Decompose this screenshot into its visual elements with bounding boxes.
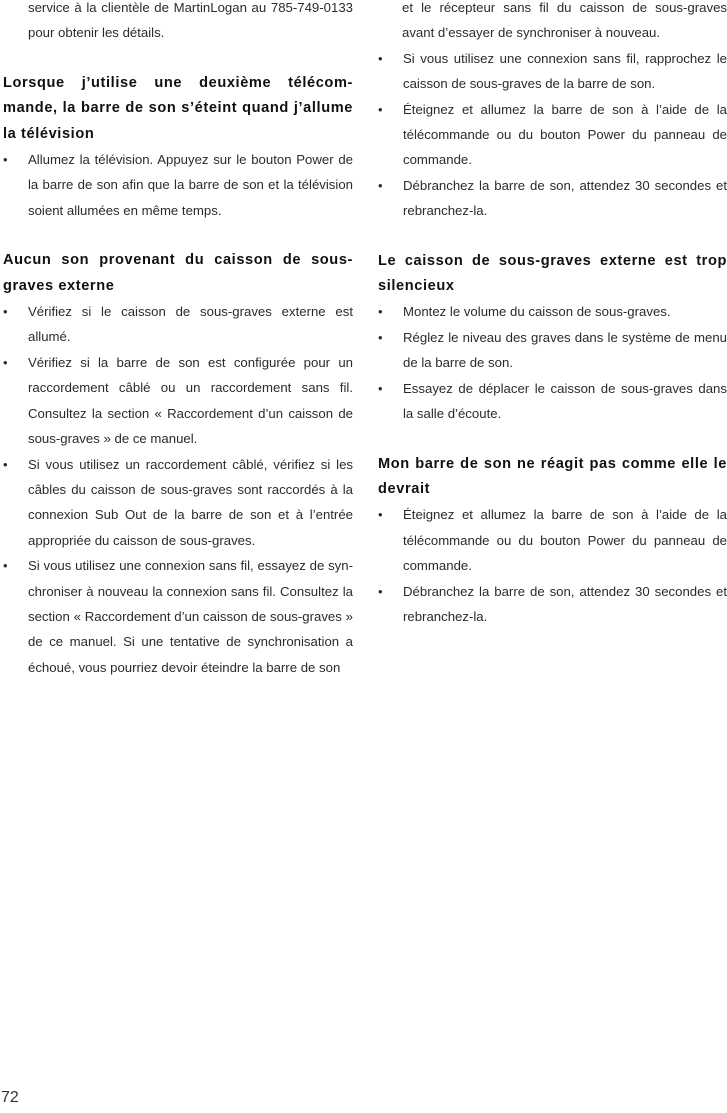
continuation-paragraph: service à la clientèle de MartinLogan au 785-749-0133 pour obtenir les détails. (28, 0, 353, 41)
list-item: • Essayez de déplacer le caisson de sous-graves dans la salle d’écoute. (378, 376, 727, 427)
section-heading: Mon barre de son ne réagit pas comme elle le devrait (378, 455, 727, 497)
section-heading: Lorsque j’utilise une deuxième télécom-mande, la barre de son s’éteint quand j’allume la télévision (3, 74, 353, 142)
bullet-icon: • (378, 304, 383, 320)
bullet-icon: • (378, 583, 383, 599)
list-item: • Éteignez et allumez la barre de son à l’aide de la télécommande ou du bouton Power du panneau de commande. (378, 97, 727, 173)
bullet-list (378, 46, 727, 224)
bullet-list (3, 299, 353, 680)
list-item: • Réglez le niveau des graves dans le système de menu de la barre de son. (378, 325, 727, 376)
list-item: • Débranchez la barre de son, attendez 30 secondes et rebranchez-la. (378, 173, 727, 224)
bullet-icon: • (378, 177, 383, 193)
bullet-icon: • (378, 50, 383, 66)
bullet-icon: • (3, 354, 8, 370)
bullet-icon: • (3, 304, 8, 320)
list-item: • Si vous utilisez une connexion sans fil, essayez de syn-chroniser à nouveau la connexion sans fil. Consultez la section « Raccordement d’un caisson de sous-graves » de ce manuel. Si une tentative de synchronisation a échoué, vous pourriez devoir éteindre la barre de son (3, 553, 353, 680)
bullet-icon: • (378, 101, 383, 117)
list-item: • Vérifiez si le caisson de sous-graves externe est allumé. (3, 299, 353, 350)
bullet-list (378, 502, 727, 629)
list-item: • Débranchez la barre de son, attendez 30 secondes et rebranchez-la. (378, 579, 727, 630)
list-item: • Éteignez et allumez la barre de son à l’aide de la télécommande ou du bouton Power du panneau de commande. (378, 502, 727, 578)
continuation-paragraph: et le récepteur sans fil du caisson de sous-graves avant d’essayer de synchroniser à nouveau. (402, 0, 727, 41)
list-item: • Si vous utilisez un raccordement câblé, vérifiez si les câbles du caisson de sous-graves sont raccordés à la connexion Sub Out de la barre de son et à l’entrée appropriée du caisson de sous-graves. (3, 452, 353, 554)
bullet-icon: • (3, 456, 8, 472)
section-heading: Le caisson de sous-graves externe est trop silencieux (378, 252, 727, 295)
bullet-list (3, 147, 353, 223)
list-item: • Allumez la télévision. Appuyez sur le bouton Power de la barre de son afin que la barre de son et la télévision soient allumées en même temps. (3, 147, 353, 223)
left-column (3, 0, 353, 680)
bullet-icon: • (378, 507, 383, 523)
list-item: • Vérifiez si la barre de son est configurée pour un raccordement câblé ou un raccordement sans fil. Consultez la section « Raccordement d’un caisson de sous-graves » de ce manuel. (3, 350, 353, 452)
right-column (378, 0, 727, 629)
bullet-list (378, 299, 727, 426)
page-number: 72 (1, 1089, 19, 1106)
bullet-icon: • (378, 380, 383, 396)
section-heading: Aucun son provenant du caisson de sous-graves externe (3, 252, 353, 294)
bullet-icon: • (3, 152, 8, 168)
bullet-icon: • (3, 558, 8, 574)
bullet-icon: • (378, 329, 383, 345)
list-item: • Si vous utilisez une connexion sans fil, rapprochez le caisson de sous-graves de la barre de son. (378, 46, 727, 97)
list-item: • Montez le volume du caisson de sous-graves. (378, 299, 727, 324)
